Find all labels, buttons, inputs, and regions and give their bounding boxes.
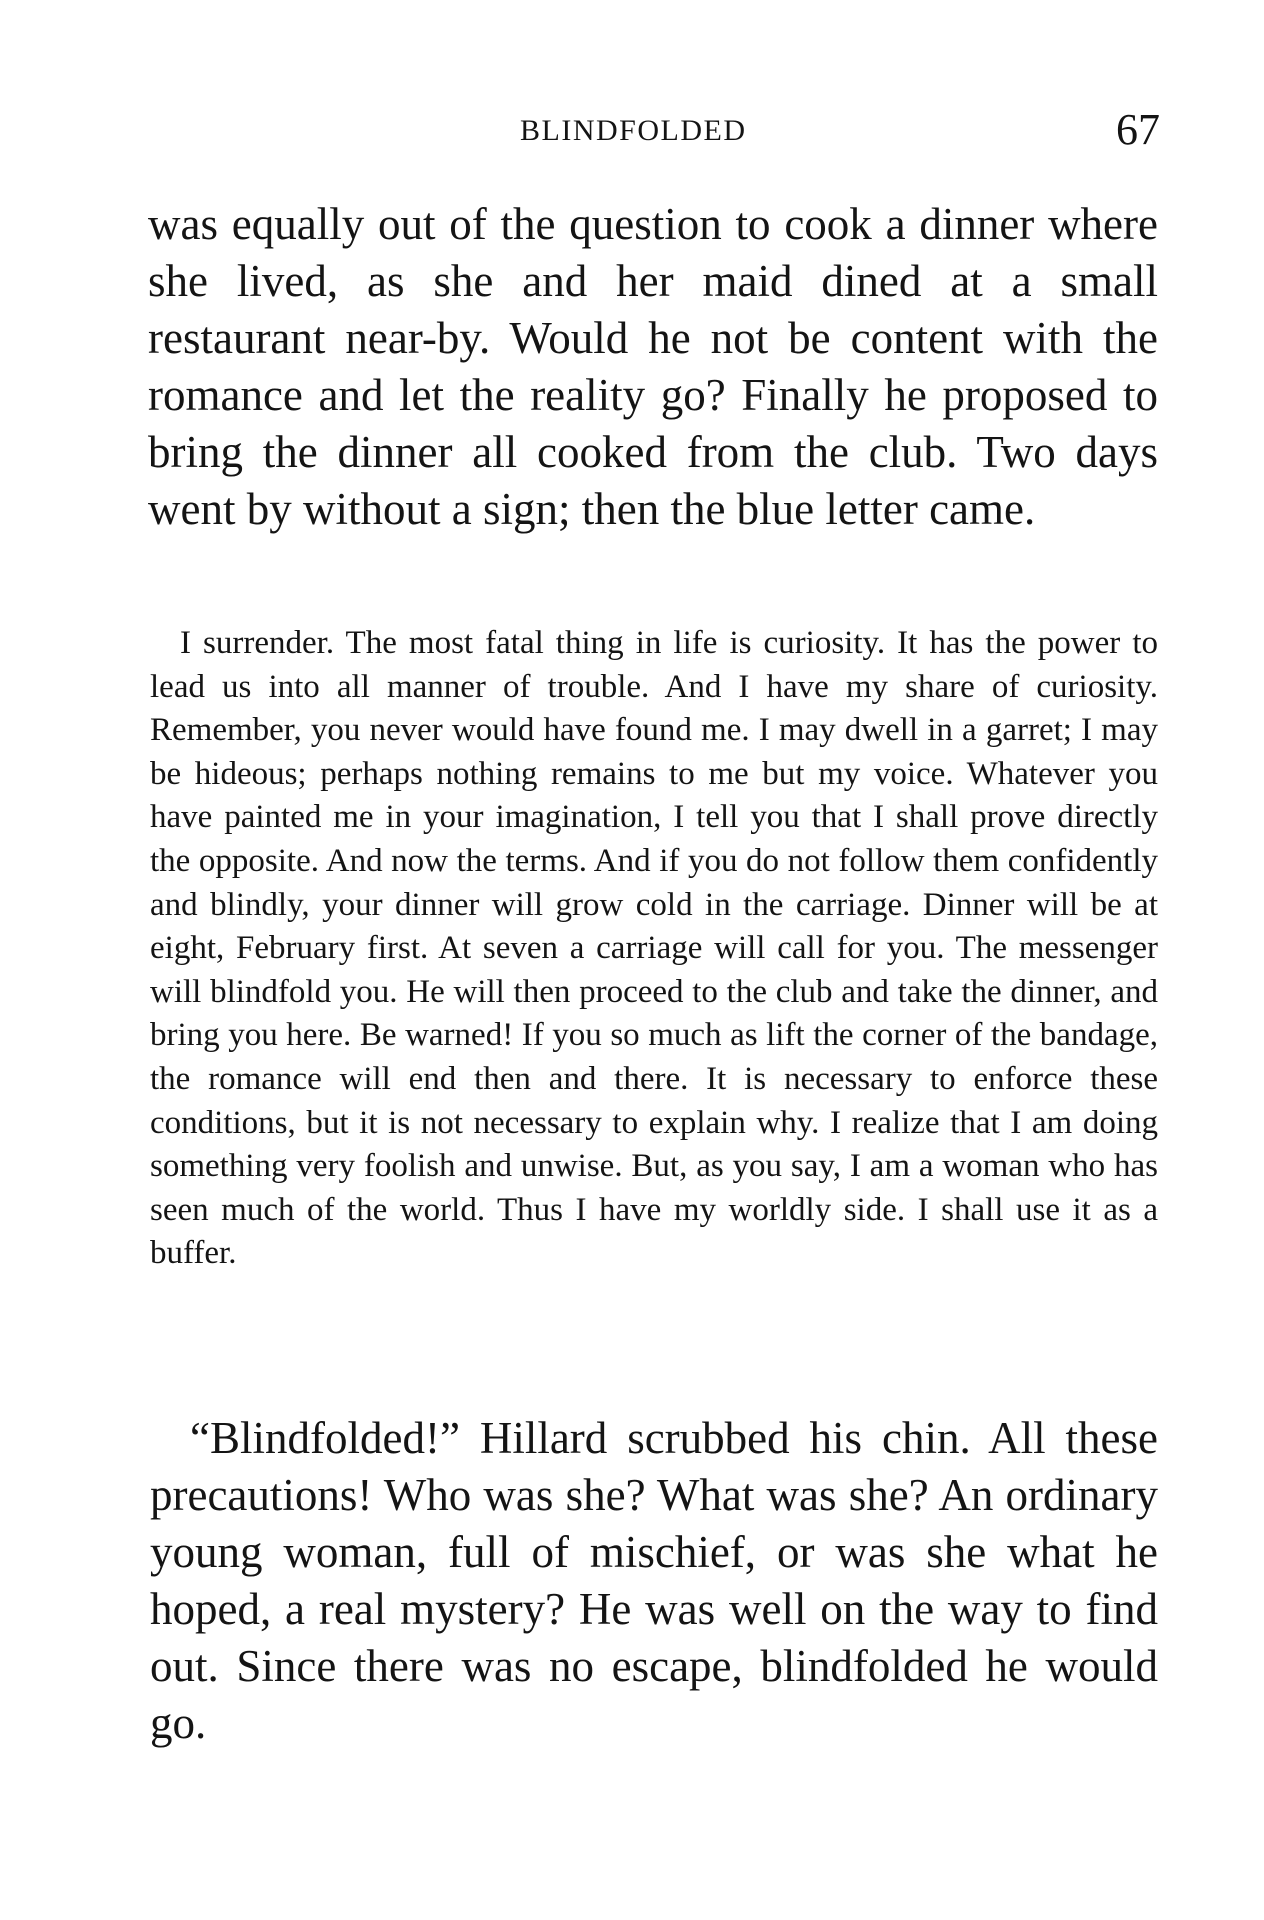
- running-head: [150, 105, 1160, 160]
- opening-paragraph: was equally out of the question to cook a dinner where she lived, as she and her maid dined at a small restaurant near-by. Would he not be content with the romance and let the reality go? Finally he proposed to bring the dinner all cooked from the club. Two days went by without a sign; then the blue letter came.: [148, 199, 1158, 534]
- page-number: 67: [1116, 105, 1160, 154]
- closing-paragraph: “Blindfolded!” Hillard scrubbed his chin. All these precautions! Who was she? What was she? An ordinary young woman, full of mischief, or was she what he hoped, a real mystery? He was well on the way to find out. Since there was no escape, blindfolded he would go.: [150, 1413, 1158, 1748]
- quoted-letter: I surrender. The most fatal thing in life is curiosity. It has the power to lead us into all manner of trouble. And I have my share of curiosity. Remember, you never would have found me. I may dwell in a garret; I may be hideous; perhaps nothing remains to me but my voice. Whatever you have painted me in your imagination, I tell you that I shall prove directly the opposite. And now the terms. And if you do not follow them confidently and blindly, your dinner will grow cold in the carriage. Dinner will be at eight, February first. At seven a carriage will call for you. The messenger will blindfold you. He will then proceed to the club and take the dinner, and bring you here. Be warned! If you so much as lift the corner of the bandage, the romance will end then and there. It is necessary to enforce these conditions, but it is not necessary to explain why. I realize that I am doing something very foolish and unwise. But, as you say, I am a woman who has seen much of the world. Thus I have my worldly side. I shall use it as a buffer.: [150, 625, 1158, 1272]
- running-title: BLINDFOLDED: [520, 114, 747, 147]
